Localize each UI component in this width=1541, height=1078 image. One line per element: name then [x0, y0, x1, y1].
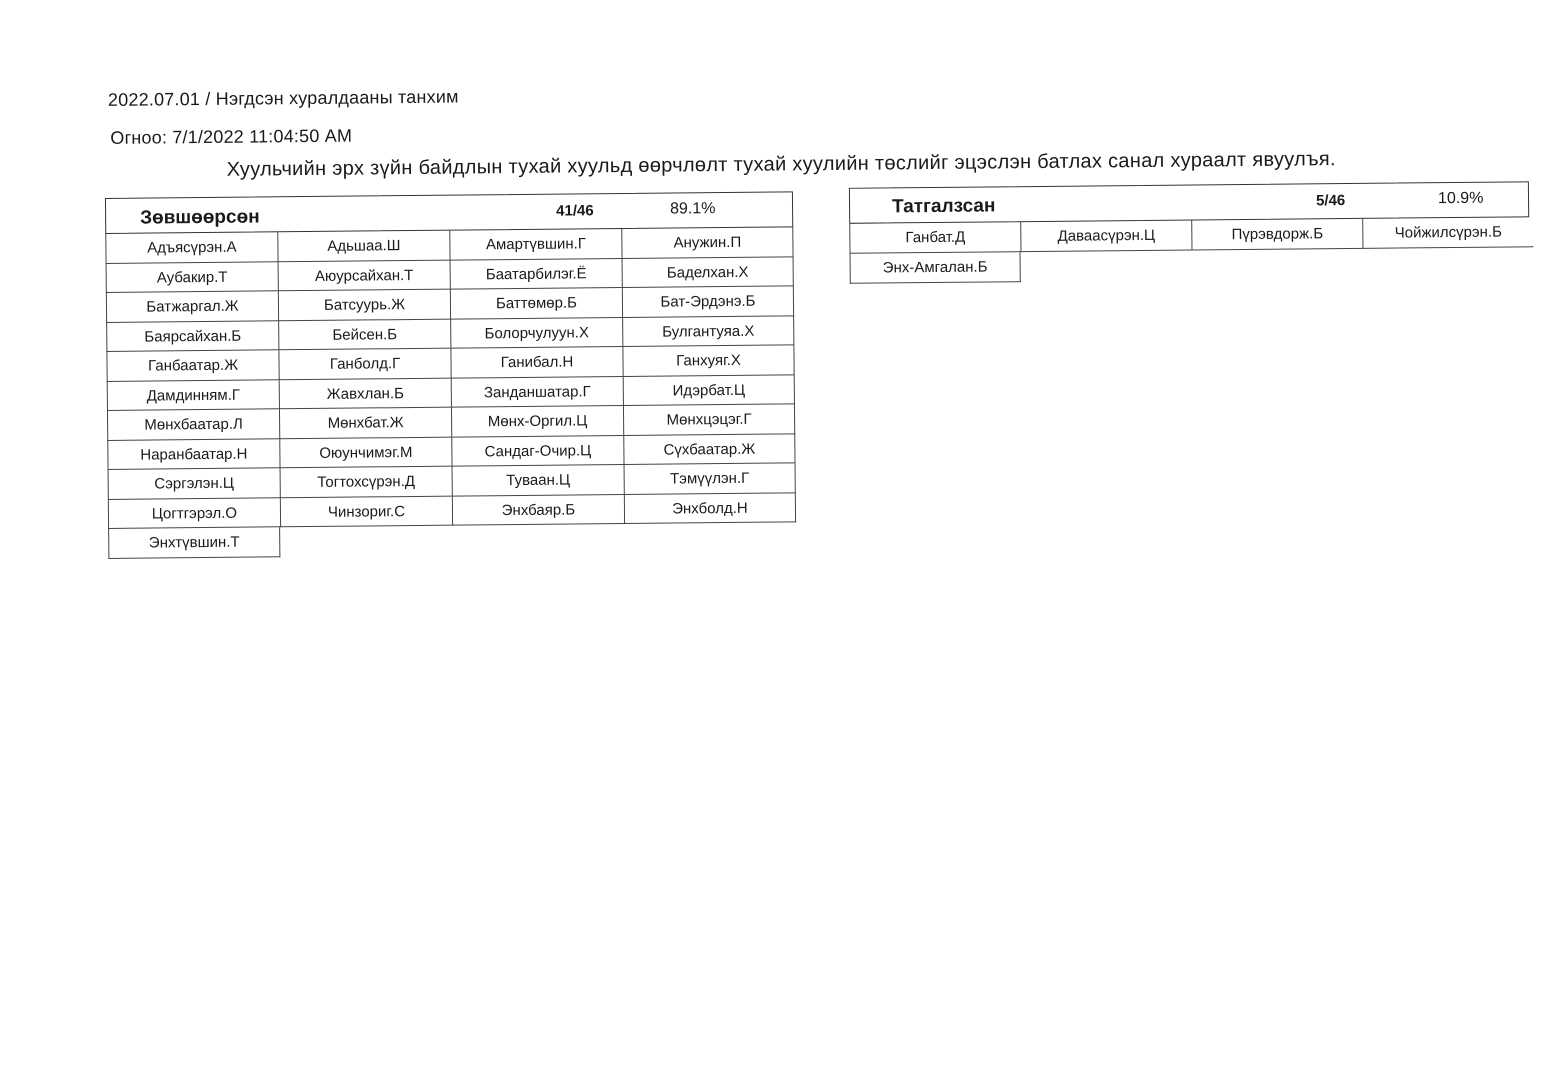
approve-name-cell: Идэрбат.Ц — [623, 375, 795, 406]
approve-count: 41/46 — [556, 202, 594, 220]
approve-name-cell: Занданшатар.Г — [451, 376, 623, 407]
approve-name-cell: Ганибал.Н — [450, 347, 622, 378]
approve-name-cell: Тогтохсүрэн.Д — [280, 467, 452, 498]
approve-name-cell: Мөнх-Оргил.Ц — [451, 406, 623, 437]
approve-name-cell: Сэргэлэн.Ц — [108, 468, 280, 499]
motion-title: Хуульчийн эрх зүйн байдлын тухай хуульд өөрчлөлт тухай хуулийн төслийг эцэслэн батлах санал хураалт явуулъя. — [226, 148, 1336, 181]
approve-name-cell: Дамдинням.Г — [107, 380, 279, 411]
approve-name-cell: Сүхбаатар.Ж — [623, 434, 795, 465]
approve-name-cell: Чинзориг.С — [280, 496, 452, 527]
approve-name-cell: Наранбаатар.Н — [107, 439, 279, 470]
approve-name-cell: Ганбаатар.Ж — [106, 350, 278, 381]
approve-name-cell: Бат-Эрдэнэ.Б — [622, 286, 794, 317]
reject-count: 5/46 — [1315, 192, 1346, 210]
approve-name-cell: Баярсайхан.Б — [106, 321, 278, 352]
approve-name-cell: Баделхан.Х — [622, 257, 794, 288]
approve-name-cell: Мөнхбаатар.Л — [107, 409, 279, 440]
approve-name-cell: Энхтүвшин.Т — [108, 527, 280, 558]
approve-name-cell: Мөнхцэцэг.Г — [623, 404, 795, 435]
approve-name-cell: Аюурсайхан.Т — [278, 260, 450, 291]
approve-name-cell: Батсуурь.Ж — [278, 290, 450, 321]
approve-name-cell: Сандаг-Очир.Ц — [451, 435, 623, 466]
approve-name-cell: Ганболд.Г — [278, 349, 450, 380]
approve-percent: 89.1% — [669, 200, 716, 218]
approve-name-cell: Болорчулуун.Х — [450, 317, 622, 348]
approve-name-cell: Булгантуяа.Х — [622, 316, 794, 347]
approve-name-cell: Тэмүүлэн.Г — [624, 463, 796, 494]
reject-name-cell: Ганбат.Д — [849, 222, 1020, 254]
approve-name-cell: Ганхуяг.Х — [622, 345, 794, 376]
reject-name-cell: Пүрэвдорж.Б — [1191, 219, 1362, 251]
approve-vote-table — [105, 191, 796, 558]
approve-name-cell: Баатарбилэг.Ё — [450, 259, 622, 290]
approve-header — [105, 191, 793, 234]
approve-name-cell: Адъясүрэн.А — [105, 232, 277, 263]
session-line: 2022.07.01 / Нэгдсэн хуралдааны танхим — [107, 86, 459, 110]
approve-name-cell: Мөнхбат.Ж — [279, 408, 451, 439]
reject-header — [849, 181, 1529, 224]
reject-vote-table — [849, 181, 1530, 284]
approve-name-cell: Анужин.П — [621, 227, 793, 258]
approve-name-cell: Энхбаяр.Б — [452, 494, 624, 525]
approve-name-cell: Жавхлан.Б — [279, 378, 451, 409]
date-line: Огноо: 7/1/2022 11:04:50 AM — [110, 125, 353, 148]
approve-name-cell: Энхболд.Н — [624, 493, 796, 524]
reject-name-cell: Энх-Амгалан.Б — [850, 252, 1021, 284]
reject-names-grid — [849, 217, 1530, 284]
approve-name-cell: Цогтгэрэл.О — [108, 498, 280, 529]
approve-name-cell: Туваан.Ц — [452, 465, 624, 496]
reject-name-cell: Чойжилсүрэн.Б — [1362, 217, 1533, 249]
approve-name-cell: Баттөмөр.Б — [450, 288, 622, 319]
reject-percent: 10.9% — [1437, 189, 1484, 208]
approve-name-cell: Оюунчимэг.М — [279, 437, 451, 468]
approve-name-cell: Амартүвшин.Г — [449, 229, 621, 260]
approve-name-cell: Батжаргал.Ж — [106, 291, 278, 322]
approve-label: Зөвшөөрсөн — [140, 206, 260, 229]
approve-name-cell: Адьшаа.Ш — [277, 231, 449, 262]
reject-label: Татгалзсан — [891, 195, 996, 218]
approve-name-cell: Аубакир.Т — [106, 262, 278, 293]
reject-name-cell: Даваасүрэн.Ц — [1020, 221, 1191, 253]
approve-names-grid — [105, 227, 796, 558]
approve-name-cell: Бейсен.Б — [278, 319, 450, 350]
